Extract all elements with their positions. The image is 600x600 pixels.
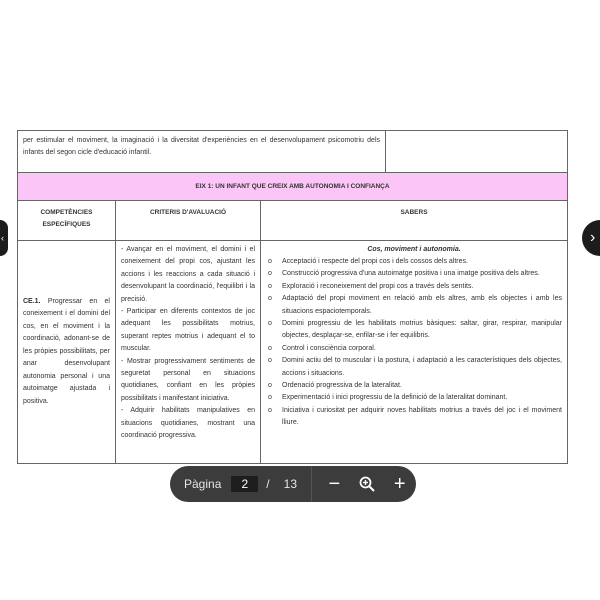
knowledge-item: o Experimentació i inici progressiu de la definició de la lateralitat dominant. bbox=[266, 392, 562, 404]
zoom-in-button[interactable]: + bbox=[393, 472, 406, 495]
magnifier-icon bbox=[359, 476, 375, 492]
competence-code: CE.1. bbox=[23, 297, 41, 305]
competence-cell bbox=[18, 241, 116, 463]
total-pages: 13 bbox=[283, 477, 297, 491]
knowledge-cell bbox=[261, 241, 567, 463]
toolbar-divider bbox=[311, 466, 312, 502]
empty-cell bbox=[386, 131, 567, 172]
zoom-out-button[interactable]: − bbox=[328, 472, 341, 495]
page-number-input[interactable]: 2 bbox=[231, 476, 258, 492]
criterion: - Avançar en el moviment, el domini i el coneixement del propi cos, ajustant les accions i les reaccions a cada situació i desenvolupant la coordinació, l'equilibri i la precisió. bbox=[121, 246, 255, 303]
criteria-cell bbox=[116, 241, 261, 463]
intro-row bbox=[18, 131, 567, 173]
knowledge-item: o Iniciativa i curiositat per adquirir noves habilitats motrius a través del joc i el moviment lliure. bbox=[266, 405, 562, 430]
criterion: - Adquirir habilitats manipulatives en situacions quotidianes, mostrant una coordinació progressiva. bbox=[121, 407, 255, 440]
knowledge-item: o Domini progressiu de les habilitats motrius bàsiques: saltar, girar, respirar, manipular objectes, desplaçar-se, enfilar-se i fer equilibris. bbox=[266, 318, 562, 343]
header-criteria: CRITERIS D'AVALUACIÓ bbox=[116, 201, 261, 240]
knowledge-item: o Exploració i reconeixement del propi cos a través dels sentits. bbox=[266, 281, 562, 293]
zoom-fit-button[interactable] bbox=[351, 473, 384, 496]
knowledge-item: o Construcció progressiva d'una autoimatge positiva i una imatge positiva dels altres. bbox=[266, 268, 562, 280]
criterion: - Mostrar progressivament sentiments de seguretat personal en situacions quotidianes, confiant en les pròpies possibilitats i manifestant iniciativa. bbox=[121, 357, 255, 402]
intro-text: per estimular el moviment, la imaginació i la diversitat d'experiències en el desenvolupament psicomotriu dels infants del segon cicle d'educació infantil. bbox=[18, 131, 386, 172]
knowledge-item: o Control i consciència corporal. bbox=[266, 343, 562, 355]
pdf-toolbar bbox=[170, 466, 416, 502]
knowledge-title: Cos, moviment i autonomia. bbox=[367, 246, 461, 253]
next-page-button[interactable]: › bbox=[582, 220, 600, 256]
knowledge-item: o Adaptació del propi moviment en relació amb els altres, amb els objectes i amb les situacions espaciotemporals. bbox=[266, 293, 562, 318]
curriculum-table bbox=[17, 130, 568, 464]
content-row bbox=[18, 241, 567, 463]
page-separator: / bbox=[266, 477, 270, 491]
knowledge-item: o Acceptació i respecte del propi cos i dels cossos dels altres. bbox=[266, 256, 562, 268]
header-knowledge: SABERS bbox=[400, 209, 428, 216]
criterion: - Participar en diferents contextos de joc adequant les possibilitats motrius, superant reptes motrius i adequant el to muscular. bbox=[121, 308, 255, 353]
header-competences: COMPETÈNCIES ESPECÍFIQUES bbox=[18, 201, 116, 240]
header-row bbox=[18, 201, 567, 241]
prev-page-button[interactable]: ‹ bbox=[0, 220, 8, 256]
knowledge-item: o Ordenació progressiva de la lateralitat. bbox=[266, 380, 562, 392]
knowledge-item: o Domini actiu del to muscular i la postura, i adaptació a les característiques dels objectes, accions i situacions. bbox=[266, 355, 562, 380]
axis-title: EIX 1: UN INFANT QUE CREIX AMB AUTONOMIA I CONFIANÇA bbox=[18, 173, 567, 201]
competence-text: Progressar en el coneixement i el domini del cos, en el moviment i la coordinació, adonant-se de les pròpies possibilitats, per anar desenvolupant autonomia personal i una autoimatge ajustada i positiva. bbox=[23, 297, 110, 405]
page-label: Pàgina bbox=[184, 477, 222, 491]
